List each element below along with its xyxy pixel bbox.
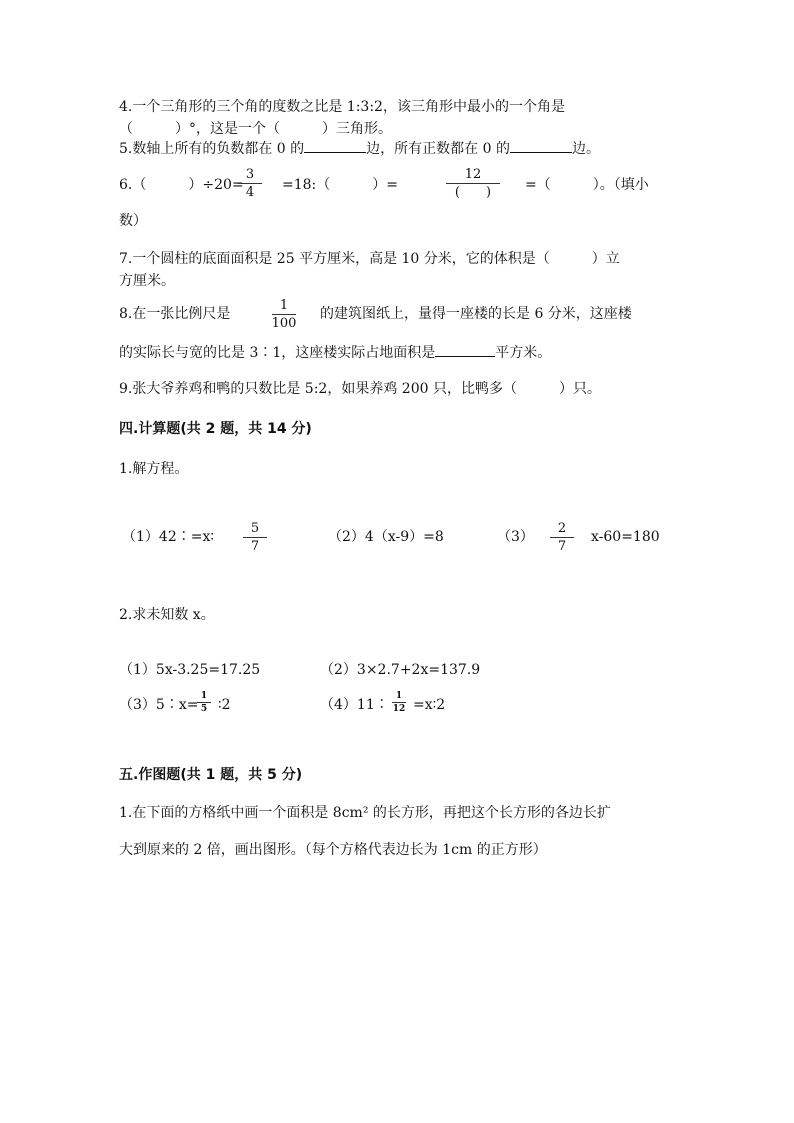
fraction-numerator: 3 (245, 167, 255, 182)
fraction-two-sevenths (547, 521, 577, 554)
equation-x-4-end: =x∶2 (413, 697, 446, 713)
fraction-three-quarters (235, 167, 265, 200)
question-6-part-2: =18:（ ）= (282, 177, 398, 193)
fraction-denominator: 5 (200, 704, 208, 714)
question-5 (119, 140, 600, 158)
question-6-line-2: 数） (119, 213, 147, 229)
fraction-denominator: 7 (557, 539, 567, 554)
fraction-numerator: 1 (279, 298, 289, 313)
fraction-denominator: 4 (245, 185, 255, 200)
fraction-numerator: 12 (464, 167, 482, 182)
fraction-denominator: 100 (271, 316, 297, 331)
answer-blank[interactable] (435, 344, 495, 357)
question-4-line-2: （ ）°，这是一个（ ）三角形。 (119, 121, 392, 137)
question-7-line-1: 7.一个圆柱的底面面积是 25 平方厘米，高是 10 分米，它的体积是（ ）立 (119, 251, 620, 267)
question-7-line-2: 方厘米。 (119, 273, 175, 289)
question-6-part-3: =（ ）。（填小 (525, 177, 649, 193)
question-6-part-1: 6.（ ）÷20= (119, 177, 244, 193)
section-5-question-line-1: 1.在下面的方格纸中画一个面积是 8cm² 的长方形，再把这个长方形的各边长扩 (119, 805, 611, 821)
section-4-question-1-title: 1.解方程。 (119, 461, 189, 477)
fraction-one-fifth (195, 691, 213, 714)
answer-blank[interactable] (510, 140, 572, 153)
fraction-numerator: 1 (200, 691, 208, 701)
question-8-part-2: 的建筑图纸上，量得一座楼的长是 6 分米，这座楼 (320, 306, 632, 322)
equation-3-label: （3） (497, 529, 534, 545)
question-8-line-2-text: 的实际长与宽的比是 3∶1，这座楼实际占地面积是 (119, 345, 436, 361)
equation-x-1: （1）5x-3.25=17.25 (119, 662, 261, 678)
equation-x-3-end: ∶2 (218, 697, 231, 713)
question-8-line-2 (119, 344, 551, 362)
question-8-part-1: 8.在一张比例尺是 (119, 306, 231, 322)
fraction-numerator: 1 (395, 691, 403, 701)
question-5-part-a: 5.数轴上所有的负数都在 0 的 (119, 141, 305, 157)
fraction-twelve-over-blank (443, 167, 503, 200)
question-4-line-1: 4.一个三角形的三个角的度数之比是 1:3:2，该三角形中最小的一个角是 (119, 99, 565, 115)
question-8-line-2-unit: 平方米。 (495, 345, 552, 361)
fraction-scale-1-100 (269, 298, 299, 331)
fraction-numerator: 2 (557, 521, 567, 536)
section-4-title: 四.计算题(共 2 题，共 14 分) (119, 421, 312, 437)
section-4-question-2-title: 2.求未知数 x。 (119, 607, 215, 623)
question-5-part-c: 边。 (571, 141, 600, 157)
question-5-part-b: 边，所有正数都在 0 的 (366, 141, 510, 157)
fraction-denominator: 12 (392, 704, 406, 714)
question-9: 9.张大爷养鸡和鸭的只数比是 5:2，如果养鸡 200 只，比鸭多（ ）只。 (119, 381, 601, 397)
fraction-denominator: ( ) (454, 185, 492, 200)
equation-x-3-text: （3）5∶x= (119, 697, 199, 713)
answer-blank[interactable] (304, 140, 366, 153)
equation-2: （2）4（x-9）=8 (328, 529, 444, 545)
fraction-numerator: 5 (250, 521, 260, 536)
section-5-question-line-2: 大到原来的 2 倍，画出图形。（每个方格代表边长为 1cm 的正方形） (119, 842, 547, 858)
equation-x-4-text: （4）11∶ (320, 697, 389, 713)
section-5-title: 五.作图题(共 1 题，共 5 分) (119, 767, 303, 783)
fraction-five-sevenths (240, 521, 270, 554)
equation-1-text: （1）42∶=x∶ (122, 529, 214, 545)
equation-x-2: （2）3×2.7+2x=137.9 (320, 662, 481, 678)
fraction-denominator: 7 (250, 539, 260, 554)
fraction-one-twelfth (390, 691, 408, 714)
equation-3-text: x-60=180 (591, 529, 660, 545)
